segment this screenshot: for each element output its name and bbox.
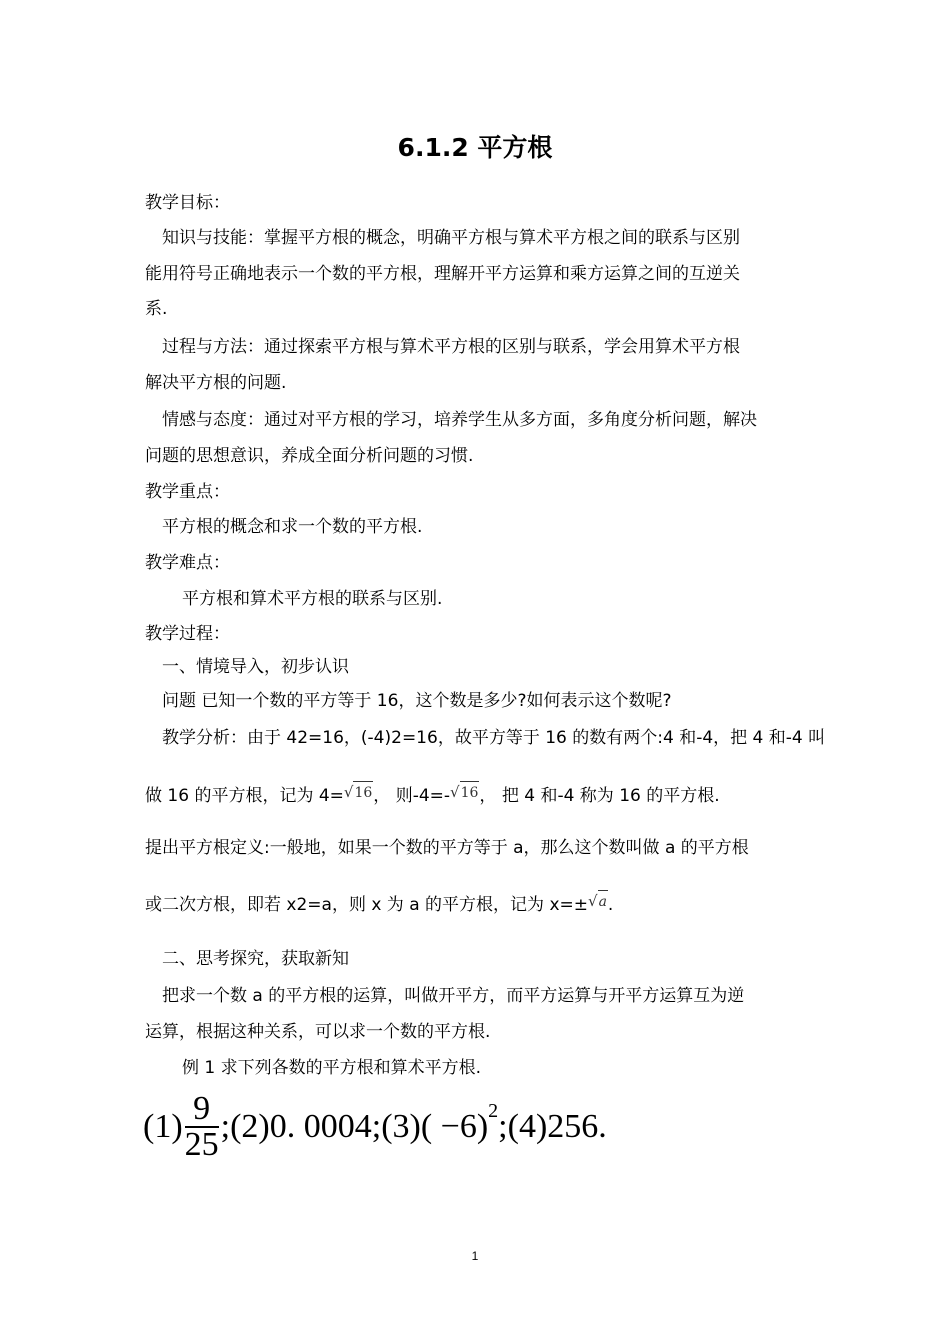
question-line: 问题 已知一个数的平方等于 16，这个数是多少?如何表示这个数呢? xyxy=(162,691,672,711)
example-intro: 例 1 求下列各数的平方根和算术平方根. xyxy=(182,1058,482,1078)
analysis-text-1: 做 16 的平方根，记为 4= xyxy=(145,786,344,806)
exponent: 2 xyxy=(488,1099,499,1122)
sqrt-radicand: 16 xyxy=(353,781,373,804)
example-math-expression xyxy=(143,1092,607,1166)
definition-line-2 xyxy=(145,890,613,916)
explore-line-2: 运算，根据这种关系，可以求一个数的平方根. xyxy=(145,1022,491,1042)
difficulty-heading: 教学难点： xyxy=(145,553,230,573)
process-line-2: 解决平方根的问题. xyxy=(145,373,287,393)
emotion-line-1: 情感与态度：通过对平方根的学习，培养学生从多方面，多角度分析问题，解决 xyxy=(162,410,757,430)
math-part-3: ;(4)256. xyxy=(498,1108,607,1145)
process-heading: 教学过程： xyxy=(145,624,230,644)
page-title: 6.1.2 平方根 xyxy=(397,133,553,162)
section1-title: 一、情境导入，初步认识 xyxy=(162,657,349,677)
difficulty-content: 平方根和算术平方根的联系与区别. xyxy=(182,589,443,609)
section2-title: 二、思考探究，获取新知 xyxy=(162,949,349,969)
math-part-2: ;(2)0. 0004;(3)( −6) xyxy=(220,1108,489,1145)
key-content: 平方根的概念和求一个数的平方根. xyxy=(162,517,423,537)
sqrt-a-symbol: √a xyxy=(588,890,608,913)
analysis-line-1: 教学分析：由于 42=16，(-4)2=16，故平方等于 16 的数有两个:4 和-4，把 4 和-4 叫 xyxy=(162,728,826,748)
fraction-denominator: 25 xyxy=(184,1126,219,1163)
analysis-text-3: ， 把 4 和-4 称为 16 的平方根. xyxy=(479,786,720,806)
math-part-1: (1) xyxy=(143,1108,183,1145)
objectives-heading: 教学目标： xyxy=(145,193,230,213)
sqrt-16-symbol: √16 xyxy=(344,781,373,804)
process-line-1: 过程与方法：通过探索平方根与算术平方根的区别与联系，学会用算术平方根 xyxy=(162,337,740,357)
sqrt-radicand: a xyxy=(598,890,608,913)
definition-line-1: 提出平方根定义:一般地，如果一个数的平方等于 a，那么这个数叫做 a 的平方根 xyxy=(145,838,749,858)
knowledge-line-1: 知识与技能：掌握平方根的概念，明确平方根与算术平方根之间的联系与区别 xyxy=(162,228,740,248)
explore-line-1: 把求一个数 a 的平方根的运算，叫做开平方，而平方运算与开平方运算互为逆 xyxy=(162,986,745,1006)
sqrt-radicand: 16 xyxy=(460,781,480,804)
emotion-line-2: 问题的思想意识，养成全面分析问题的习惯. xyxy=(145,446,474,466)
page-number: 1 xyxy=(471,1249,479,1263)
definition-text-1: 或二次方根，即若 x2=a，则 x 为 a 的平方根，记为 x=± xyxy=(145,895,588,915)
analysis-line-2 xyxy=(145,781,720,807)
knowledge-line-3: 系. xyxy=(145,299,168,319)
key-heading: 教学重点： xyxy=(145,482,230,502)
fraction-9-25 xyxy=(185,1092,219,1162)
fraction-numerator: 9 xyxy=(185,1092,219,1128)
definition-text-2: . xyxy=(607,895,614,915)
analysis-text-2: ， 则-4=- xyxy=(373,786,451,806)
knowledge-line-2: 能用符号正确地表示一个数的平方根，理解开平方运算和乘方运算之间的互逆关 xyxy=(145,264,740,284)
sqrt-16-symbol-negative: √16 xyxy=(450,781,479,804)
